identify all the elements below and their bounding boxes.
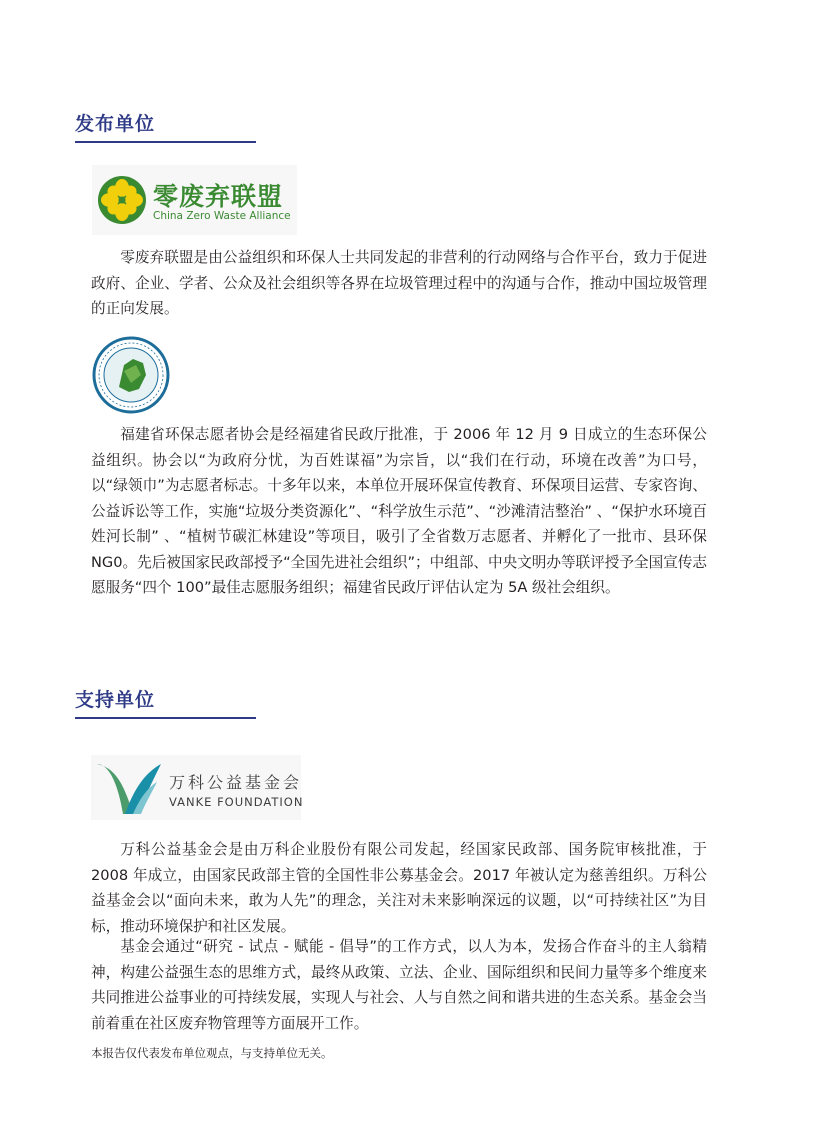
vanke-v-icon (95, 758, 165, 818)
supporter-heading: 支持单位 (75, 689, 156, 711)
zero-waste-alliance-logo (92, 165, 297, 235)
publisher-heading-rule (75, 141, 256, 143)
zero-waste-logo-text: 零废弃联盟 (153, 182, 284, 211)
fujian-association-logo (91, 335, 171, 415)
vanke-logo-subtext: VANKE FOUNDATION (169, 795, 304, 809)
vanke-description-2: 基金会通过“研究 - 试点 - 赋能 - 倡导”的工作方式，以人为本，发扬合作奋斗的主人翁精神，构建公益强生态的思维方式，最终从政策、立法、企业、国际组织和民间力量等多个维度来共同推进公益事业的可持续发展，实现人与社会、人与自然之间和谐共进的生态关系。基金会当前着重在社区废弃物管理等方面展开工作。 (91, 938, 707, 1032)
vanke-description-1: 万科公益基金会是由万科企业股份有限公司发起，经国家民政部、国务院审核批准，于 2008 年成立，由国家民政部主管的全国性非公募基金会。2017 年被认定为慈善组织。万科公益基金会以“面向未来，敢为人先”的理念，关注对未来影响深远的议题，以“可持续社区”为目标，推动环境保护和社区发展。 (91, 841, 707, 935)
fujian-description: 福建省环保志愿者协会是经福建省民政厅批准，于 2006 年 12 月 9 日成立的生态环保公益组织。协会以“为政府分忧，为百姓谋福”为宗旨，以“我们在行动，环境在改善”为口号，以“绿领巾”为志愿者标志。十多年以来，本单位开展环保宣传教育、环保项目运营、专家咨询、公益诉讼等工作，实施“垃圾分类资源化”、“科学放生示范”、“沙滩清洁整治” 、“保护水环境百姓河长制” 、“植树节碳汇林建设”等项目，吸引了全省数万志愿者、并孵化了一批市、县环保 NG0。先后被国家民政部授予“全国先进社会组织”；中组部、中央文明办等联评授予全国宣传志愿服务“四个 100”最佳志愿服务组织；福建省民政厅评估认定为 5A 级社会组织。 (91, 426, 707, 596)
vanke-foundation-logo (91, 755, 304, 820)
citrus-slice-icon (97, 175, 147, 225)
supporter-heading-rule (75, 717, 256, 719)
fujian-env-volunteer-association-icon (91, 335, 171, 415)
disclaimer-footnote: 本报告仅代表发布单位观点，与支持单位无关。 (91, 1046, 333, 1060)
zero-waste-logo-subtext: China Zero Waste Alliance (153, 210, 291, 222)
publisher-heading: 发布单位 (75, 113, 156, 135)
zero-waste-description: 零废弃联盟是由公益组织和环保人士共同发起的非营利的行动网络与合作平台，致力于促进政府、企业、学者、公众及社会组织等各界在垃圾管理过程中的沟通与合作，推动中国垃圾管理的正向发展。 (91, 249, 707, 317)
vanke-logo-text: 万科公益基金会 (169, 773, 303, 792)
